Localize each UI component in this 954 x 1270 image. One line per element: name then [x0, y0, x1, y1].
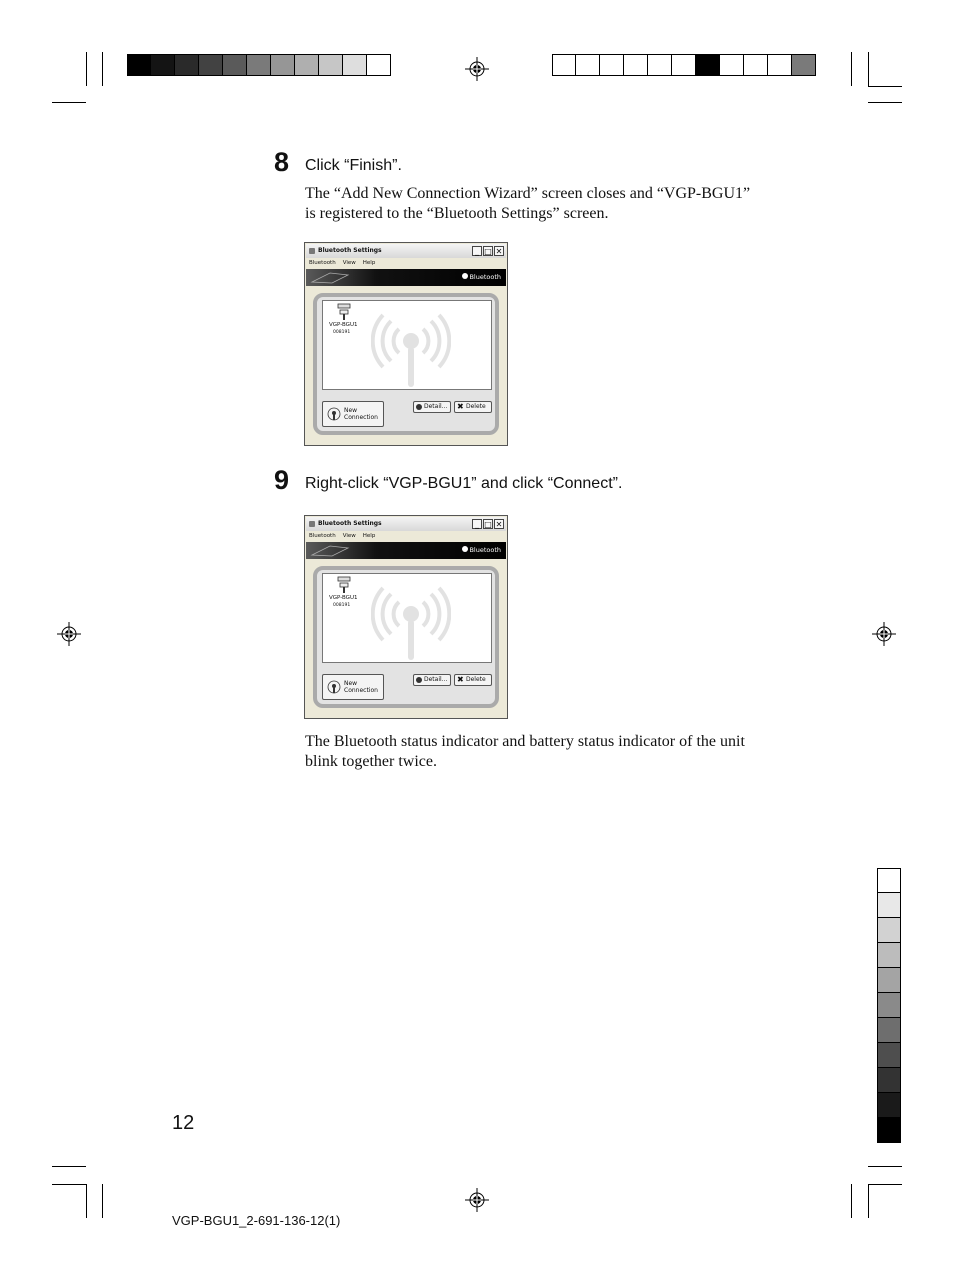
detail-button-label: Detail... — [424, 403, 448, 410]
bluetooth-banner — [306, 542, 506, 559]
bar-swatch — [877, 1118, 901, 1143]
device-name: VGP-BGU1 — [329, 322, 358, 328]
bar-swatch — [367, 54, 391, 76]
bar-swatch — [720, 54, 744, 76]
menu-bluetooth[interactable]: Bluetooth — [309, 533, 336, 539]
bar-swatch — [576, 54, 600, 76]
new-connection-icon — [327, 680, 341, 694]
registration-mark-icon — [872, 622, 896, 646]
device-icon — [337, 303, 351, 321]
info-icon — [416, 677, 422, 683]
app-icon — [309, 248, 315, 254]
detail-button[interactable] — [413, 674, 451, 686]
page-number: 12 — [172, 1112, 195, 1134]
new-connection-icon — [327, 407, 341, 421]
footer-code: VGP-BGU1_2-691-136-12(1) — [172, 1213, 341, 1228]
text-line: The “Add New Connection Wizard” screen closes and “VGP-BGU1” — [305, 185, 751, 202]
closing-paragraph — [305, 732, 745, 772]
bar-swatch — [271, 54, 295, 76]
bar-swatch — [877, 993, 901, 1018]
new-connection-label: Connection — [344, 687, 378, 694]
greyscale-bar-top-left — [127, 54, 391, 76]
bar-swatch — [696, 54, 720, 76]
step-title: Right-click “VGP-BGU1” and click “Connect”. — [305, 475, 623, 492]
bluetooth-logo: Bluetooth — [462, 273, 501, 281]
device-icon — [337, 576, 351, 594]
window-title: Bluetooth Settings — [318, 247, 382, 254]
menu-view[interactable]: View — [342, 533, 356, 539]
bar-swatch — [343, 54, 367, 76]
delete-button-label: Delete — [466, 676, 486, 683]
bar-swatch — [247, 54, 271, 76]
close-button[interactable]: ✕ — [495, 247, 503, 256]
maximize-button[interactable]: □ — [484, 247, 492, 256]
bluetooth-signal-watermark-icon — [371, 309, 451, 389]
bar-swatch — [877, 968, 901, 993]
menu-bar — [306, 258, 506, 268]
window-title: Bluetooth Settings — [318, 520, 382, 527]
new-connection-label: Connection — [344, 414, 378, 421]
menu-help[interactable]: Help — [362, 533, 376, 539]
window-titlebar[interactable] — [306, 517, 506, 531]
window-titlebar[interactable] — [306, 244, 506, 258]
app-icon — [309, 521, 315, 527]
menu-view[interactable]: View — [342, 260, 356, 266]
bar-swatch — [295, 54, 319, 76]
device-list[interactable] — [322, 573, 492, 663]
bar-swatch — [175, 54, 199, 76]
greyscale-bar-top-right — [552, 54, 816, 76]
registration-mark-icon — [57, 622, 81, 646]
bar-swatch — [877, 943, 901, 968]
delete-x-icon: ✖ — [457, 675, 464, 684]
new-connection-label: New — [344, 407, 358, 414]
new-connection-button[interactable] — [322, 401, 384, 427]
bar-swatch — [199, 54, 223, 76]
step-title: Click “Finish”. — [305, 157, 402, 174]
bar-swatch — [672, 54, 696, 76]
bar-swatch — [127, 54, 151, 76]
device-address: 008191 — [333, 603, 351, 608]
text-line: The Bluetooth status indicator and battery status indicator of the unit — [305, 733, 745, 750]
bar-swatch — [877, 1068, 901, 1093]
device-name: VGP-BGU1 — [329, 595, 358, 601]
bluetooth-icon — [462, 546, 468, 552]
registration-mark-icon — [465, 1188, 489, 1212]
bluetooth-signal-watermark-icon — [371, 582, 451, 662]
device-address: 008191 — [333, 330, 351, 335]
bluetooth-banner — [306, 269, 506, 286]
bar-swatch — [624, 54, 648, 76]
delete-button[interactable] — [454, 674, 492, 686]
bar-swatch — [877, 893, 901, 918]
bar-swatch — [877, 1093, 901, 1118]
delete-x-icon: ✖ — [457, 402, 464, 411]
delete-button[interactable] — [454, 401, 492, 413]
minimize-button[interactable]: _ — [472, 246, 482, 256]
device-list[interactable] — [322, 300, 492, 390]
bluetooth-logo: Bluetooth — [462, 546, 501, 554]
maximize-button[interactable]: □ — [484, 520, 492, 529]
step-number: 9 — [274, 465, 290, 495]
bluetooth-settings-window — [304, 515, 508, 719]
bar-swatch — [319, 54, 343, 76]
text-line: is registered to the “Bluetooth Settings” screen. — [305, 205, 609, 222]
delete-button-label: Delete — [466, 403, 486, 410]
bar-swatch — [600, 54, 624, 76]
minimize-button[interactable]: _ — [472, 519, 482, 529]
laptop-graphic-icon — [310, 544, 350, 557]
bluetooth-icon — [462, 273, 468, 279]
detail-button[interactable] — [413, 401, 451, 413]
detail-button-label: Detail... — [424, 676, 448, 683]
step-description — [305, 184, 750, 224]
bar-swatch — [744, 54, 768, 76]
laptop-graphic-icon — [310, 271, 350, 284]
bar-swatch — [151, 54, 175, 76]
menu-bluetooth[interactable]: Bluetooth — [309, 260, 336, 266]
info-icon — [416, 404, 422, 410]
close-button[interactable]: ✕ — [495, 520, 503, 529]
bar-swatch — [877, 868, 901, 893]
text-line: blink together twice. — [305, 753, 437, 770]
new-connection-label: New — [344, 680, 358, 687]
step-number: 8 — [274, 147, 290, 177]
registration-mark-icon — [465, 57, 489, 81]
bar-swatch — [768, 54, 792, 76]
new-connection-button[interactable] — [322, 674, 384, 700]
menu-help[interactable]: Help — [362, 260, 376, 266]
bar-swatch — [877, 918, 901, 943]
greyscale-bar-side — [877, 868, 901, 1143]
bluetooth-settings-window — [304, 242, 508, 446]
bar-swatch — [792, 54, 816, 76]
bar-swatch — [223, 54, 247, 76]
bar-swatch — [648, 54, 672, 76]
bar-swatch — [877, 1043, 901, 1068]
menu-bar — [306, 531, 506, 541]
bar-swatch — [877, 1018, 901, 1043]
bar-swatch — [552, 54, 576, 76]
